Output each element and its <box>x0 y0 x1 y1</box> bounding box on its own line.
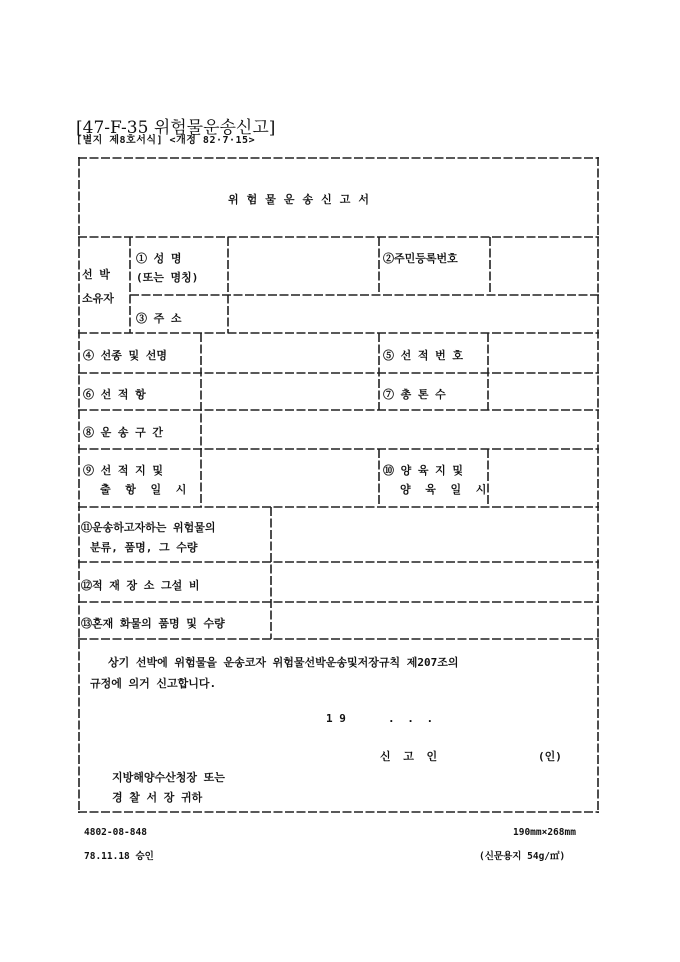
tonnage-label: ⑦ 총 톤 수 <box>383 388 446 401</box>
paper-type: (신문용지 54g/㎡) <box>479 851 566 862</box>
departure-label-sub: 출 항 일 시 <box>100 483 191 496</box>
statement-line-1: 상기 선박에 위험물을 운송코자 위험물선박운송및저장규칙 제207조의 <box>108 656 459 669</box>
reg-no-label: ②주민등록번호 <box>383 252 458 265</box>
address-label: ③ 주 소 <box>136 312 182 325</box>
addressee-line-2: 경 찰 서 장 귀하 <box>112 791 203 804</box>
goods-label: ⑪운송하고자하는 위험물의 <box>81 521 216 534</box>
document-subtitle: [별지 제8호서식] <개정 82·7·15> <box>76 135 256 146</box>
ship-reg-no-label: ⑤ 선 적 번 호 <box>383 349 463 362</box>
owner-label-2: 소유자 <box>82 292 114 305</box>
owner-label: 선 박 <box>82 268 110 281</box>
form-code: 4802-08-848 <box>84 827 147 838</box>
ship-type-label: ④ 선종 및 선명 <box>83 349 167 362</box>
addressee-line-1: 지방해양수산청장 또는 <box>112 771 225 784</box>
name-label: ① 성 명 <box>136 252 182 265</box>
storage-label: ⑫적 재 장 소 그설 비 <box>81 579 200 592</box>
document-title: [47-F-35 위험물운송신고] <box>76 118 276 138</box>
form-frame <box>78 157 599 813</box>
seal-label: (인) <box>538 750 562 763</box>
form-heading: 위험물운송신고서 <box>228 193 378 206</box>
name-label-sub: (또는 명칭) <box>136 271 199 284</box>
goods-label-sub: 분류, 품명, 그 수량 <box>90 541 198 554</box>
mixed-cargo-label: ⑬혼재 화물의 품명 및 수량 <box>81 617 225 630</box>
date-year: 1 9 <box>326 712 346 725</box>
departure-label: ⑨ 선 적 지 및 <box>83 464 163 477</box>
arrival-label-sub: 양 육 일 시 <box>400 483 491 496</box>
approval-date: 78.11.18 승인 <box>84 851 154 862</box>
date-fields: . . . <box>388 712 437 725</box>
arrival-label: ⑩ 양 육 지 및 <box>383 464 463 477</box>
port-label: ⑥ 선 적 항 <box>83 388 146 401</box>
statement-line-2: 규정에 의거 신고합니다. <box>90 677 217 690</box>
paper-size: 190mm×268mm <box>513 827 576 838</box>
route-label: ⑧ 운 송 구 간 <box>83 426 163 439</box>
reporter-label: 신 고 인 <box>380 750 441 763</box>
